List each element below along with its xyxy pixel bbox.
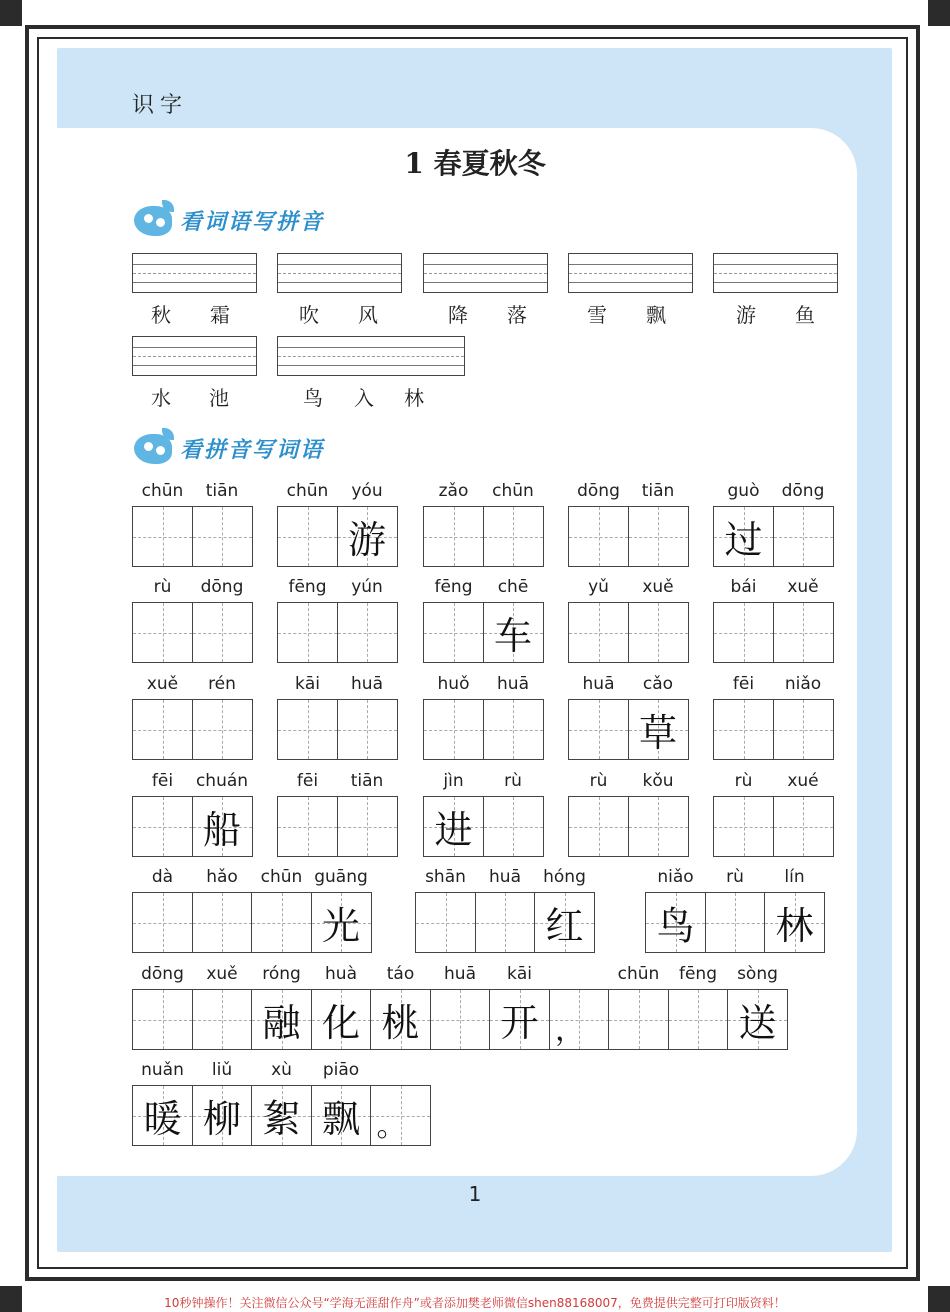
writing-cell[interactable] xyxy=(132,602,193,663)
cell-character: 过 xyxy=(724,518,763,562)
pinyin-label: xuě xyxy=(787,577,819,597)
writing-cell[interactable] xyxy=(370,989,431,1050)
cell-character: ， xyxy=(555,1012,585,1048)
character-grid xyxy=(713,796,832,857)
character-grid xyxy=(423,506,542,567)
pinyin-label: huǒ xyxy=(437,674,470,694)
pinyin-label: huā xyxy=(497,674,529,694)
pinyin-label: bái xyxy=(730,577,757,597)
character-grid xyxy=(132,1085,430,1146)
heading-text: 看词语写拼音 xyxy=(180,208,325,235)
writing-cell[interactable] xyxy=(132,699,193,760)
character-grid xyxy=(713,699,832,760)
pinyin-label: guò xyxy=(727,481,760,501)
character-grid xyxy=(568,699,687,760)
character-grid xyxy=(277,796,396,857)
pinyin-answer-box[interactable] xyxy=(568,253,693,293)
writing-cell[interactable] xyxy=(727,989,788,1050)
pinyin-label: jìn xyxy=(443,771,464,791)
pinyin-answer-box[interactable] xyxy=(423,253,548,293)
word-character: 水 xyxy=(151,386,171,410)
pinyin-label: chūn xyxy=(617,964,660,984)
writing-cell[interactable] xyxy=(311,1085,372,1146)
pinyin-label: yǔ xyxy=(588,577,609,597)
section-label: 识字 xyxy=(132,93,189,118)
writing-cell[interactable] xyxy=(705,892,766,953)
pinyin-label: fēng xyxy=(678,964,717,984)
character-grid xyxy=(713,506,832,567)
cell-character: 鸟 xyxy=(656,904,695,948)
pinyin-label: dōng xyxy=(577,481,620,501)
pinyin-label: tiān xyxy=(350,771,384,791)
writing-cell[interactable] xyxy=(277,506,338,567)
cell-character: 飘 xyxy=(321,1097,360,1141)
pinyin-label: rù xyxy=(504,771,522,791)
word-character: 落 xyxy=(507,303,527,327)
pinyin-label: lín xyxy=(784,867,805,887)
character-grid xyxy=(132,989,787,1050)
character-grid xyxy=(132,506,251,567)
pinyin-label: fēng xyxy=(434,577,473,597)
pinyin-label: yóu xyxy=(351,481,383,501)
writing-cell[interactable] xyxy=(534,892,595,953)
character-grid xyxy=(423,602,542,663)
pinyin-label: fēng xyxy=(288,577,327,597)
writing-cell[interactable] xyxy=(773,796,834,857)
word-character: 吹 xyxy=(299,303,319,327)
character-grid xyxy=(713,602,832,663)
writing-cell[interactable] xyxy=(311,989,372,1050)
writing-cell[interactable] xyxy=(628,796,689,857)
character-grid xyxy=(423,796,542,857)
pinyin-label: niǎo xyxy=(657,867,694,887)
word-character: 风 xyxy=(358,303,378,327)
corner-mark xyxy=(0,0,22,26)
word-character: 雪 xyxy=(587,303,607,327)
pinyin-label: piāo xyxy=(322,1060,360,1080)
corner-mark xyxy=(928,0,950,26)
writing-cell[interactable] xyxy=(628,699,689,760)
word-character: 降 xyxy=(448,303,468,327)
word-character: 飘 xyxy=(646,303,666,327)
panda-icon xyxy=(132,428,178,468)
writing-cell[interactable] xyxy=(475,892,536,953)
writing-cell[interactable] xyxy=(713,796,774,857)
writing-cell[interactable] xyxy=(773,602,834,663)
writing-cell[interactable] xyxy=(713,602,774,663)
pinyin-label: fēi xyxy=(732,674,755,694)
cell-character: 游 xyxy=(347,518,386,562)
pinyin-label: hǎo xyxy=(206,867,238,887)
pinyin-answer-box[interactable] xyxy=(132,336,257,376)
writing-cell[interactable] xyxy=(251,1085,312,1146)
pinyin-label: tiān xyxy=(205,481,239,501)
pinyin-answer-box[interactable] xyxy=(713,253,838,293)
writing-cell[interactable] xyxy=(628,506,689,567)
writing-cell[interactable] xyxy=(483,796,544,857)
lesson-title: 1 春夏秋冬 xyxy=(404,147,546,180)
writing-cell[interactable] xyxy=(764,892,825,953)
pinyin-label: kāi xyxy=(507,964,532,984)
writing-cell[interactable] xyxy=(192,506,253,567)
writing-cell[interactable] xyxy=(568,602,629,663)
writing-cell[interactable] xyxy=(430,989,491,1050)
writing-cell[interactable] xyxy=(568,796,629,857)
page-number: 1 xyxy=(468,1182,482,1206)
character-grid xyxy=(423,699,542,760)
writing-cell[interactable] xyxy=(192,796,253,857)
pinyin-label: chūn xyxy=(286,481,329,501)
word-character: 鱼 xyxy=(795,303,815,327)
pinyin-label: chūn xyxy=(260,867,303,887)
pinyin-label: chūn xyxy=(492,481,534,501)
character-grid xyxy=(132,892,370,953)
character-grid xyxy=(277,506,396,567)
heading-write-pinyin xyxy=(132,200,324,240)
pinyin-label: guāng xyxy=(314,867,368,887)
pinyin-label: dōng xyxy=(200,577,244,597)
pinyin-label: xuě xyxy=(642,577,674,597)
writing-cell[interactable] xyxy=(132,989,193,1050)
pinyin-label: fēi xyxy=(151,771,174,791)
footer-note: 10秒钟操作！关注微信公众号“学海无涯甜作舟”或者添加樊老师微信shen88168007，免费提供完整可打印版资料！ xyxy=(164,1296,786,1310)
pinyin-label: xuě xyxy=(146,674,179,694)
writing-cell[interactable] xyxy=(192,989,253,1050)
writing-cell[interactable] xyxy=(483,699,544,760)
writing-cell[interactable] xyxy=(337,796,398,857)
pinyin-label: shān xyxy=(425,867,466,887)
writing-cell[interactable] xyxy=(423,602,484,663)
writing-cell[interactable] xyxy=(370,1085,431,1146)
writing-cell[interactable] xyxy=(132,506,193,567)
pinyin-label: rù xyxy=(589,771,608,791)
cell-character: 船 xyxy=(202,808,241,852)
word-character: 林 xyxy=(404,386,424,410)
writing-cell[interactable] xyxy=(483,506,544,567)
writing-cell[interactable] xyxy=(337,506,398,567)
pinyin-label: cǎo xyxy=(642,674,674,694)
pinyin-label: chuán xyxy=(195,771,249,791)
pinyin-label: nuǎn xyxy=(141,1060,184,1080)
pinyin-label: rù xyxy=(726,867,744,887)
cell-character: 。 xyxy=(376,1108,407,1144)
word-character: 鸟 xyxy=(303,386,323,410)
character-grid xyxy=(132,602,251,663)
pinyin-label: dà xyxy=(151,867,174,887)
character-grid xyxy=(277,602,396,663)
pinyin-label: táo xyxy=(386,964,415,984)
writing-cell[interactable] xyxy=(423,699,484,760)
cell-character: 送 xyxy=(738,1001,777,1045)
cell-character: 桃 xyxy=(381,1001,420,1045)
writing-cell[interactable] xyxy=(668,989,729,1050)
writing-cell[interactable] xyxy=(132,892,193,953)
cell-character: 化 xyxy=(321,1001,360,1045)
pinyin-label: huā xyxy=(351,674,383,694)
writing-cell[interactable] xyxy=(713,699,774,760)
pinyin-label: huā xyxy=(444,964,476,984)
writing-cell[interactable] xyxy=(132,1085,193,1146)
writing-cell[interactable] xyxy=(415,892,476,953)
pinyin-label: zǎo xyxy=(438,481,469,501)
word-character: 入 xyxy=(354,386,374,410)
writing-cell[interactable] xyxy=(423,506,484,567)
pinyin-label: rù xyxy=(734,771,753,791)
writing-cell[interactable] xyxy=(311,892,372,953)
pinyin-label: huà xyxy=(325,964,357,984)
pinyin-label: huā xyxy=(489,867,521,887)
writing-cell[interactable] xyxy=(192,602,253,663)
pinyin-label: dōng xyxy=(781,481,825,501)
writing-cell[interactable] xyxy=(773,699,834,760)
pinyin-label: huā xyxy=(582,674,615,694)
pinyin-label: fēi xyxy=(296,771,319,791)
writing-cell[interactable] xyxy=(608,989,669,1050)
writing-cell[interactable] xyxy=(713,506,774,567)
character-grid xyxy=(568,506,687,567)
writing-cell[interactable] xyxy=(483,602,544,663)
pinyin-answer-box[interactable] xyxy=(277,336,465,376)
character-grid xyxy=(568,796,687,857)
pinyin-label: róng xyxy=(262,964,301,984)
writing-cell[interactable] xyxy=(568,699,629,760)
word-character: 游 xyxy=(736,303,756,327)
cell-character: 絮 xyxy=(262,1097,301,1141)
pinyin-label: rén xyxy=(208,674,236,694)
cell-character: 光 xyxy=(321,904,360,948)
cell-character: 草 xyxy=(638,711,677,755)
pinyin-label: tiān xyxy=(641,481,675,501)
pinyin-label: niǎo xyxy=(784,674,822,694)
pinyin-label: kāi xyxy=(295,674,320,694)
writing-cell[interactable] xyxy=(645,892,706,953)
writing-cell[interactable] xyxy=(773,506,834,567)
pinyin-label: liǔ xyxy=(211,1060,233,1080)
pinyin-label: xuě xyxy=(206,964,238,984)
cell-character: 融 xyxy=(262,1001,301,1045)
writing-cell[interactable] xyxy=(277,699,338,760)
word-character: 秋 xyxy=(151,303,171,327)
pinyin-label: sòng xyxy=(737,964,778,984)
pinyin-answer-box[interactable] xyxy=(277,253,402,293)
writing-cell[interactable] xyxy=(337,699,398,760)
writing-cell[interactable] xyxy=(489,989,550,1050)
word-character: 池 xyxy=(209,386,229,410)
writing-cell[interactable] xyxy=(192,892,253,953)
pinyin-label: dōng xyxy=(141,964,184,984)
heading-text: 看拼音写词语 xyxy=(180,436,325,463)
writing-cell[interactable] xyxy=(192,699,253,760)
cell-character: 红 xyxy=(545,904,584,948)
pinyin-label: chūn xyxy=(141,481,184,501)
character-grid xyxy=(645,892,824,953)
pinyin-label: xù xyxy=(271,1060,292,1080)
writing-cell[interactable] xyxy=(337,602,398,663)
cell-character: 开 xyxy=(500,1001,539,1045)
character-grid xyxy=(132,796,251,857)
cell-character: 暖 xyxy=(143,1097,182,1141)
pinyin-label: hóng xyxy=(543,867,586,887)
pinyin-label: xué xyxy=(787,771,819,791)
cell-character: 进 xyxy=(434,808,473,852)
character-grid xyxy=(132,699,251,760)
pinyin-label: rù xyxy=(153,577,172,597)
writing-cell[interactable] xyxy=(251,892,312,953)
cell-character: 林 xyxy=(775,904,814,948)
writing-cell[interactable] xyxy=(132,796,193,857)
writing-cell[interactable] xyxy=(277,602,338,663)
character-grid xyxy=(415,892,594,953)
word-character: 霜 xyxy=(210,303,230,327)
panda-icon xyxy=(132,200,178,240)
character-grid xyxy=(568,602,687,663)
writing-cell[interactable] xyxy=(251,989,312,1050)
writing-cell[interactable] xyxy=(568,506,629,567)
writing-cell[interactable] xyxy=(277,796,338,857)
pinyin-label: kǒu xyxy=(642,771,674,791)
cell-character: 柳 xyxy=(202,1097,241,1141)
writing-cell[interactable] xyxy=(549,989,610,1050)
pinyin-answer-box[interactable] xyxy=(132,253,257,293)
character-grid xyxy=(277,699,396,760)
writing-cell[interactable] xyxy=(423,796,484,857)
writing-cell[interactable] xyxy=(628,602,689,663)
pinyin-label: yún xyxy=(351,577,383,597)
writing-cell[interactable] xyxy=(192,1085,253,1146)
cell-character: 车 xyxy=(493,614,532,658)
pinyin-label: chē xyxy=(497,577,529,597)
heading-write-words xyxy=(132,428,324,468)
